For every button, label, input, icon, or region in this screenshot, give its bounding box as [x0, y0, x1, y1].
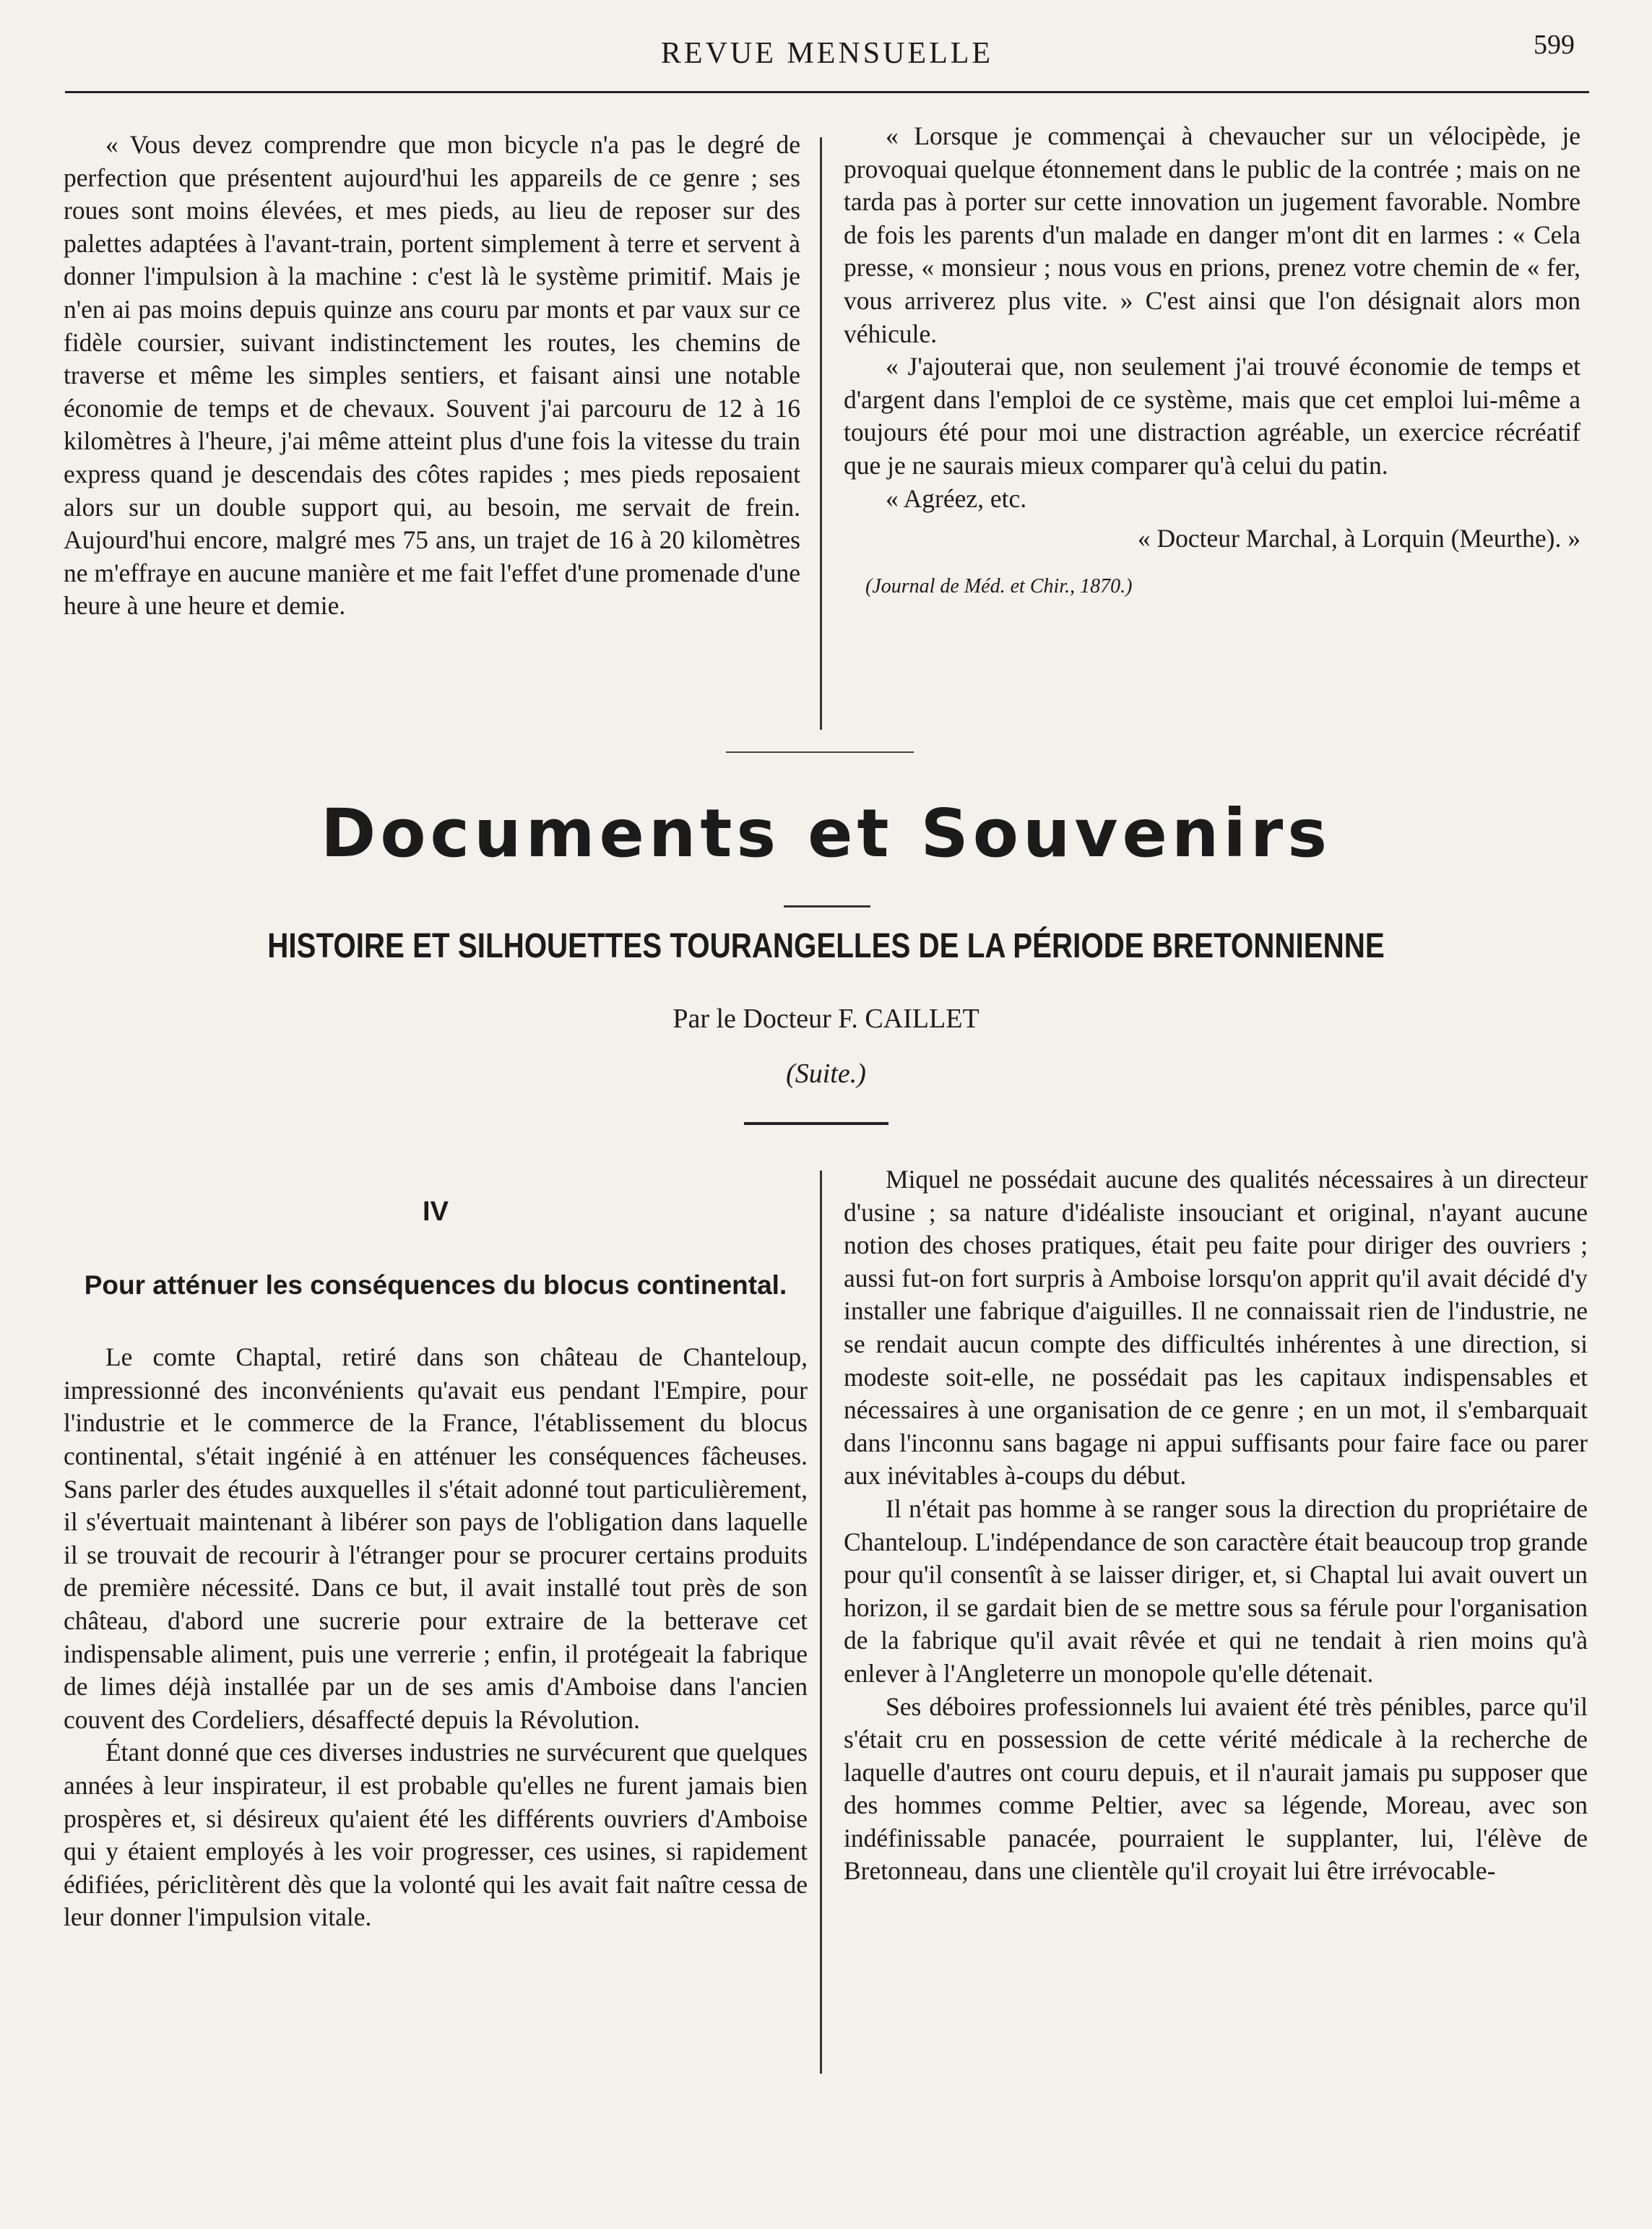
article-paragraph: Miquel ne possédait aucune des qualités nécessaires à un directeur d'usine ; sa nature d'idéaliste insouciant et original, n'ayant aucune notion des choses pratiques, était peu faite pour diriger des ouvriers ; aussi fut-on fort surpris à Amboise lorsqu'on apprit qu'il avait décidé d'y installer une fabrique d'aiguilles. Il ne connaissait rien de l'industrie, ne se rendait aucun compte des difficultés inhérentes à une direction, si modeste soit-elle, ne possédait pas les capitaux indispensables et nécessaires à une organisation de ce genre ; en un mot, il s'embarquait dans l'inconnu sans bagage ni appui suffisants pour faire face ou parer aux inévitables à-coups du début. — [844, 1165, 1588, 1491]
article-right-column — [844, 1163, 1588, 1888]
letter-paragraph: « Lorsque je commençai à chevaucher sur un vélocipède, je provoquai quelque étonnement dans le public de la contrée ; mais on ne tarda pas à porter sur cette innovation un jugement favorable. Nombre de fois les parents d'un malade en danger m'ont dit en larmes : « Cela presse, « monsieur ; nous vous en prions, prenez votre chemin de « fer, vous arriverez plus vite. » C'est ainsi que l'on désignait alors mon véhicule. — [844, 121, 1580, 348]
article-paragraph: Il n'était pas homme à se ranger sous la direction du propriétaire de Chanteloup. L'indépendance de son caractère était beaucoup trop grande pour qu'il consentît à se laisser diriger, et, si Chaptal lui avait ouvert un horizon, il se gardait bien de se mettre sous sa férule pour l'organisation de la fabrique qu'il avait rêvée et qui ne tendait à rien moins qu'à enlever à l'Angleterre un monopole qu'elle détenait. — [844, 1493, 1588, 1688]
chapter-subhead: Pour atténuer les conséquences du blocus continental. — [84, 1269, 787, 1300]
running-title: REVUE MENSUELLE — [660, 37, 994, 70]
article-left-column — [64, 1196, 808, 1934]
signature: « Docteur Marchal, à Lorquin (Meurthe). » — [1137, 524, 1580, 553]
column-divider-bottom — [820, 1170, 822, 2074]
letter-closing: « Agréez, etc. — [886, 483, 1027, 513]
title-rule — [744, 1122, 888, 1125]
running-head — [65, 29, 1589, 79]
article-byline: Par le Docteur F. CAILLET — [673, 1004, 979, 1034]
article-paragraph: Ses déboires professionnels lui avaient été très pénibles, parce qu'il s'était cru en possession de cette vérité médicale à la recherche de laquelle d'autres ont couru depuis, et il n'aurait jamais pu supposer que des hommes comme Peltier, avec sa légende, Moreau, avec son indéfinissable panacée, pourraient le supplanter, lui, l'élève de Bretonneau, dans une clientèle qu'il croyait lui être irrévocable- — [844, 1691, 1588, 1886]
article-paragraph: Le comte Chaptal, retiré dans son château de Chanteloup, impressionné des inconvénients qu'avait eus pendant l'Empire, pour l'industrie et le commerce de la France, l'établissement du blocus continental, s'était ingénié à en atténuer les conséquences fâcheuses. Sans parler des études auxquelles il s'était adonné tout particulièrement, il s'évertuait maintenant à libérer son pays de l'obligation dans laquelle il se trouvait de recourir à l'étranger pour se procurer certains produits de première nécessité. Dans ce but, il avait installé tout près de son château, d'abord une sucrerie pour extraire de la betterave cet indispensable aliment, puis une verrerie ; enfin, il protégeait la fabrique de limes déjà installée par un de ses amis d'Amboise dans l'ancien couvent des Cordeliers, désaffecté depuis la Révolution. — [64, 1342, 808, 1734]
article-title: HISTOIRE ET SILHOUETTES TOURANGELLES DE LA PÉRIODE BRETONNIENNE — [267, 927, 1385, 965]
separator-rule — [726, 751, 914, 753]
top-right-column — [844, 120, 1580, 603]
letter-paragraph: « J'ajouterai que, non seulement j'ai trouvé économie de temps et d'argent dans l'emploi de ce système, mais que cet emploi lui-même a toujours été pour moi une distraction agréable, un exercice récréatif que je ne saurais mieux comparer qu'à celui du patin. — [844, 352, 1580, 480]
source-citation: (Journal de Méd. et Chir., 1870.) — [865, 574, 1133, 598]
section-rule — [784, 905, 870, 907]
section-title: Documents et Souvenirs — [320, 795, 1332, 872]
article-suite: (Suite.) — [786, 1059, 866, 1089]
header-rule — [65, 91, 1589, 93]
column-divider-top — [820, 137, 822, 730]
letter-paragraph: « Vous devez comprendre que mon bicycle n'a pas le degré de perfection que présentent aujourd'hui les appareils de ce genre ; ses roues sont moins élevées, et mes pieds, au lieu de reposer sur des palettes adaptées à l'avant-train, portent simplement à terre et servent à donner l'impulsion à la machine : c'est là le système primitif. Mais je n'en ai pas moins depuis quinze ans couru par monts et par vaux sur ce fidèle coursier, suivant indistinctement les routes, les chemins de traverse et même les simples sentiers, et faisant ainsi une notable économie de temps et de chevaux. Souvent j'ai parcouru de 12 à 16 kilomètres à l'heure, j'ai même atteint plus d'une fois la vitesse du train express quand je descendais des côtes rapides ; mes pieds reposaient alors sur un double support qui, au besoin, me servait de frein. Aujourd'hui encore, malgré mes 75 ans, un trajet de 16 à 20 kilomètres ne m'effraye en aucune manière et me fait l'effet d'une promenade d'une heure à une heure et demie. — [64, 130, 800, 621]
article-paragraph: Étant donné que ces diverses industries ne survécurent que quelques années à leur inspirateur, il est probable qu'elles ne furent jamais bien prospères et, si désireux qu'aient été les différents ouvriers d'Amboise qui y étaient employés à les voir progresser, ces usines, si rapidement édifiées, périclitèrent dès que la volonté qui les avait fait naître cessa de leur donner l'impulsion vitale. — [64, 1738, 808, 1932]
chapter-number: IV — [423, 1197, 449, 1227]
top-left-column — [64, 129, 800, 623]
page-number: 599 — [1534, 30, 1575, 60]
